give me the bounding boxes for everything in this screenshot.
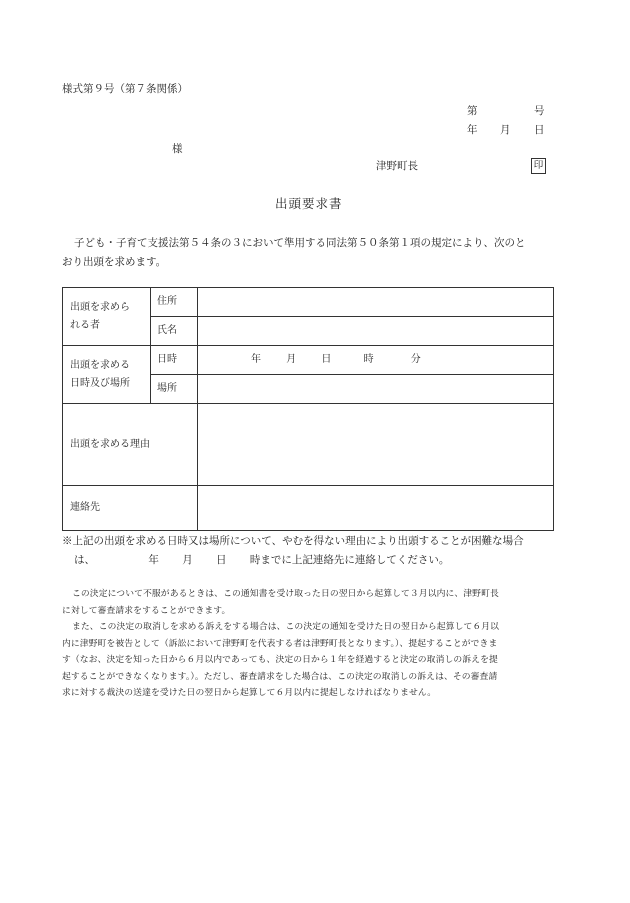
document-number-suffix: 号 [534, 105, 545, 117]
table-row [63, 346, 554, 375]
reason-label: 出頭を求める理由 [63, 404, 198, 486]
notice-p2-line-4: 起することができなくなります。）。ただし、審査請求をした場合は、この決定の取消しの訴えは、その審査請 [62, 671, 498, 682]
footnote-deadline-prefix: は、 [74, 554, 95, 566]
notice-p2-line-3: す（なお、決定を知った日から６月以内であっても、決定の日から１年を経過すると決定の取消しの訴えを提 [62, 655, 498, 665]
notice-p1-line-1: この決定について不服があるときは、この通知書を受け取った日の翌日から起算して３月以内に、津野町長 [72, 589, 499, 599]
summons-form-table [62, 287, 554, 531]
notice-p2-line-5: 求に対する裁決の送達を受けた日の翌日から起算して６月以内に提起しなければなりません。 [62, 688, 437, 698]
datetime-hour-label: 時 [363, 354, 374, 365]
datetime-minute-label: 分 [410, 354, 421, 365]
date-day-label: 日 [534, 124, 545, 136]
document-title: 出頭要求書 [275, 196, 343, 211]
footnote-deadline-month: 月 [182, 554, 193, 566]
notice-p1-line-2: に対して審査請求をすることができます。 [62, 605, 231, 616]
footnote-deadline-year: 年 [148, 554, 159, 566]
footnote-line-2 [62, 551, 524, 570]
place-label: 場所 [151, 375, 198, 404]
contact-field[interactable] [198, 486, 554, 531]
seal-stamp: 印 [531, 158, 546, 174]
datetime-label: 日時 [151, 346, 198, 375]
notice-p2-line-2: 内に津野町を被告として（訴訟において津野町を代表する者は津野町長となります。）、提起することができま [62, 638, 498, 649]
table-row [63, 288, 554, 317]
notice-p2-line-1: また、この決定の取消しを求める訴えをする場合は、この決定の通知を受けた日の翌日から起算して６月以 [72, 622, 500, 632]
datetime-year-label: 年 [251, 354, 261, 365]
footnote-line-1: ※上記の出頭を求める日時又は場所について、やむを得ない理由により出頭することが困難な場合 [62, 535, 524, 547]
intro-line-2: おり出頭を求めます。 [62, 256, 167, 268]
table-row [63, 486, 554, 531]
datetime-day-label: 日 [321, 354, 332, 365]
table-row [63, 404, 554, 486]
address-label: 住所 [151, 288, 198, 317]
footnote-deadline-suffix: 時までに上記連絡先に連絡してください。 [249, 554, 450, 566]
issuer-name: 津野町長 [376, 160, 418, 172]
intro-paragraph [62, 234, 526, 272]
date-month-label: 月 [500, 124, 511, 136]
datetime-place-label-line-2: 日時及び場所 [70, 377, 130, 389]
place-field[interactable] [198, 375, 554, 404]
date-year-label: 年 [467, 124, 478, 136]
name-label: 氏名 [151, 317, 198, 346]
form-number: 様式第９号（第７条関係） [62, 83, 188, 95]
address-field[interactable] [198, 288, 554, 317]
datetime-place-label-cell [63, 346, 151, 404]
person-label-line-1: 出頭を求めら [70, 301, 130, 313]
datetime-month-label: 月 [286, 354, 297, 365]
intro-line-1: 子ども・子育て支援法第５４条の３において準用する同法第５０条第１項の規定により、次のと [74, 237, 526, 249]
reason-field[interactable] [198, 404, 554, 486]
datetime-field[interactable] [198, 346, 554, 375]
document-number-label: 第 [467, 105, 478, 117]
footnote-deadline-day: 日 [216, 554, 227, 566]
contact-label: 連絡先 [63, 486, 198, 531]
addressee-honorific: 様 [172, 143, 183, 155]
footnote [62, 532, 524, 570]
appeal-notice [62, 586, 499, 702]
name-field[interactable] [198, 317, 554, 346]
person-label-line-2: れる者 [70, 319, 100, 331]
datetime-place-label-line-1: 出頭を求める [70, 359, 130, 371]
person-label-cell [63, 288, 151, 346]
